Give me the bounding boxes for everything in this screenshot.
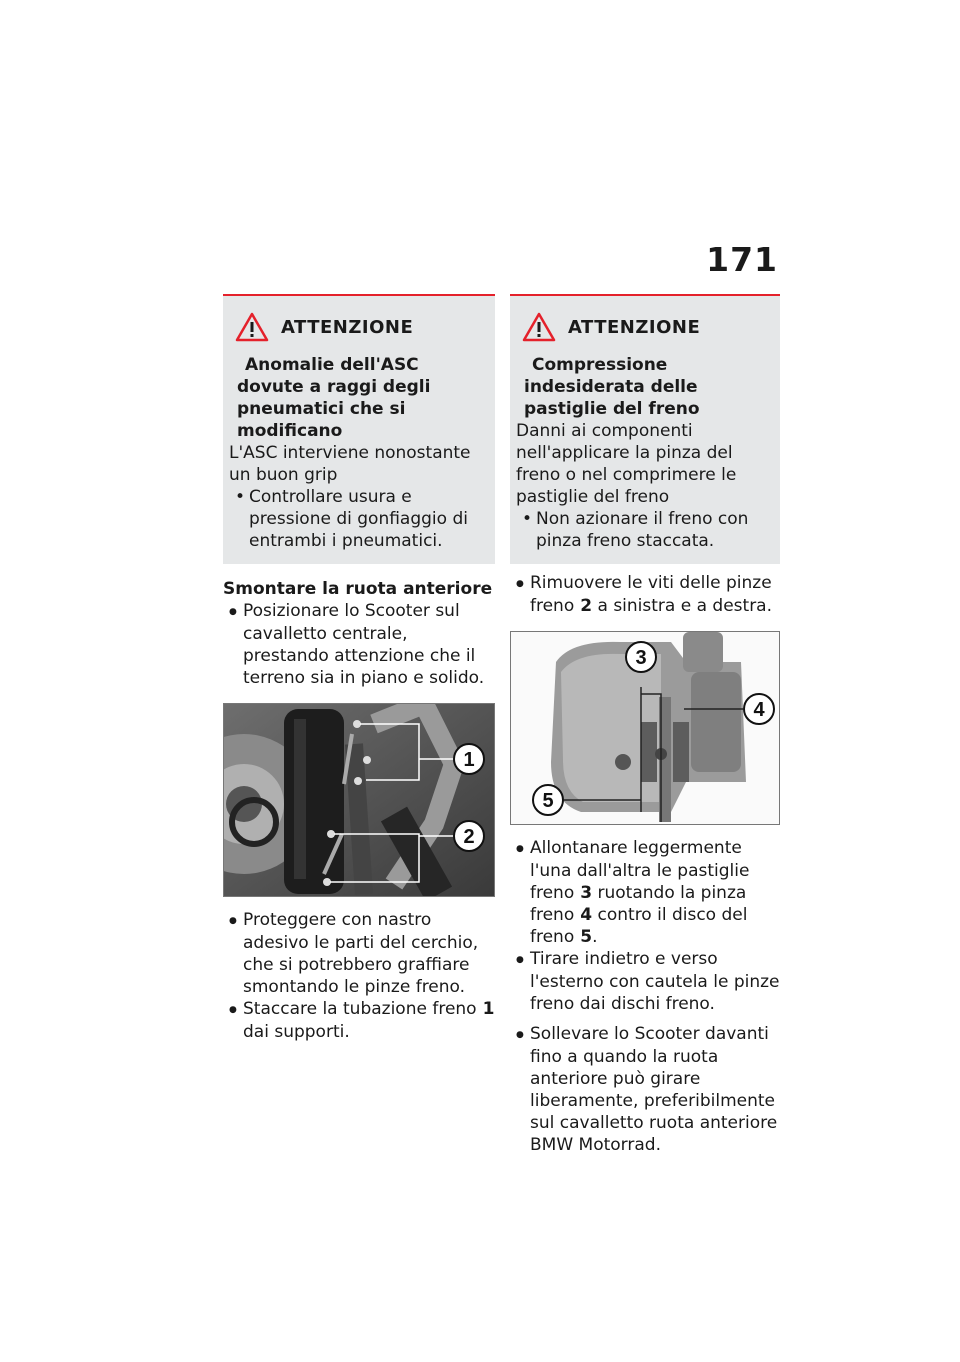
warning-text: Danni ai componenti nell'applicare la pinza del freno o nel comprimere le pastiglie del freno	[516, 421, 737, 507]
left-column	[223, 294, 495, 1043]
step-lift-scooter: ● Sollevare lo Scooter davanti fino a quando la ruota anteriore può girare liberamente, preferibilmente sul cavalletto ruota anteriore BMW Motorrad.	[510, 1023, 780, 1156]
step-pull-calipers: ● Tirare indietro e verso l'esterno con cautela le pinze freno dai dischi freno.	[510, 948, 780, 1015]
figure-callout-3: 3	[635, 647, 647, 669]
warning-header	[229, 312, 489, 342]
figure-callout-1: 1	[463, 749, 475, 771]
warning-text: L'ASC interviene nonostante un buon grip	[229, 443, 471, 485]
warning-title: ATTENZIONE	[568, 316, 701, 338]
ref-5: 5	[580, 927, 593, 947]
warning-triangle-icon	[235, 312, 269, 342]
ref-4: 4	[580, 905, 593, 925]
right-column	[510, 294, 780, 1156]
figure-callout-2: 2	[463, 826, 475, 848]
brake-caliper-figure	[510, 631, 780, 825]
step-text: Staccare la tubazione freno	[243, 999, 477, 1019]
step-position-scooter: ● Posizionare lo Scooter sul cavalletto centrale, prestando attenzione che il terreno sia in piano e solido.	[223, 600, 495, 689]
step-text: Rimuovere le viti delle pinze freno	[530, 573, 772, 616]
warning-box-brake-pads	[510, 294, 780, 564]
warning-box-asc	[223, 294, 495, 564]
step-protect-rim: ● Proteggere con nastro adesivo le parti del cerchio, che si potrebbero graffiare smontando le pinze freno.	[223, 909, 495, 998]
step-remove-screws	[510, 572, 780, 617]
warning-title: ATTENZIONE	[281, 316, 414, 338]
step-tail: contro il disco del freno	[530, 905, 748, 947]
step-end: .	[592, 927, 598, 947]
ref-2: 2	[580, 596, 593, 616]
warning-subtitle: Anomalie dell'ASC dovute a raggi degli pneumatici che si modificano	[237, 355, 431, 441]
warning-subtitle: Compressione indesiderata delle pastiglie del freno	[524, 355, 700, 419]
section-title: Smontare la ruota anteriore	[223, 579, 493, 599]
warning-header	[516, 312, 774, 342]
ref-1: 1	[482, 999, 495, 1019]
step-tail: dai supporti.	[243, 1022, 350, 1042]
figure-callout-5: 5	[542, 790, 554, 812]
step-tail: a sinistra e a destra.	[597, 596, 772, 616]
step-text: Allontanare leggermente l'una dall'altra le pastiglie freno	[530, 838, 750, 903]
warning-triangle-icon	[522, 312, 556, 342]
brake-line-figure	[223, 703, 495, 897]
warning-bullet: • Controllare usura e pressione di gonfiaggio di entrambi i pneumatici.	[229, 486, 489, 552]
step-mid: ruotando la pinza freno	[530, 883, 747, 925]
warning-bullet: • Non azionare il freno con pinza freno staccata.	[516, 508, 774, 552]
page-number: 171	[706, 240, 778, 279]
step-detach-brake-line	[223, 998, 495, 1043]
step-separate-pads	[510, 837, 780, 948]
ref-3: 3	[580, 883, 593, 903]
figure-callout-4: 4	[753, 699, 765, 721]
